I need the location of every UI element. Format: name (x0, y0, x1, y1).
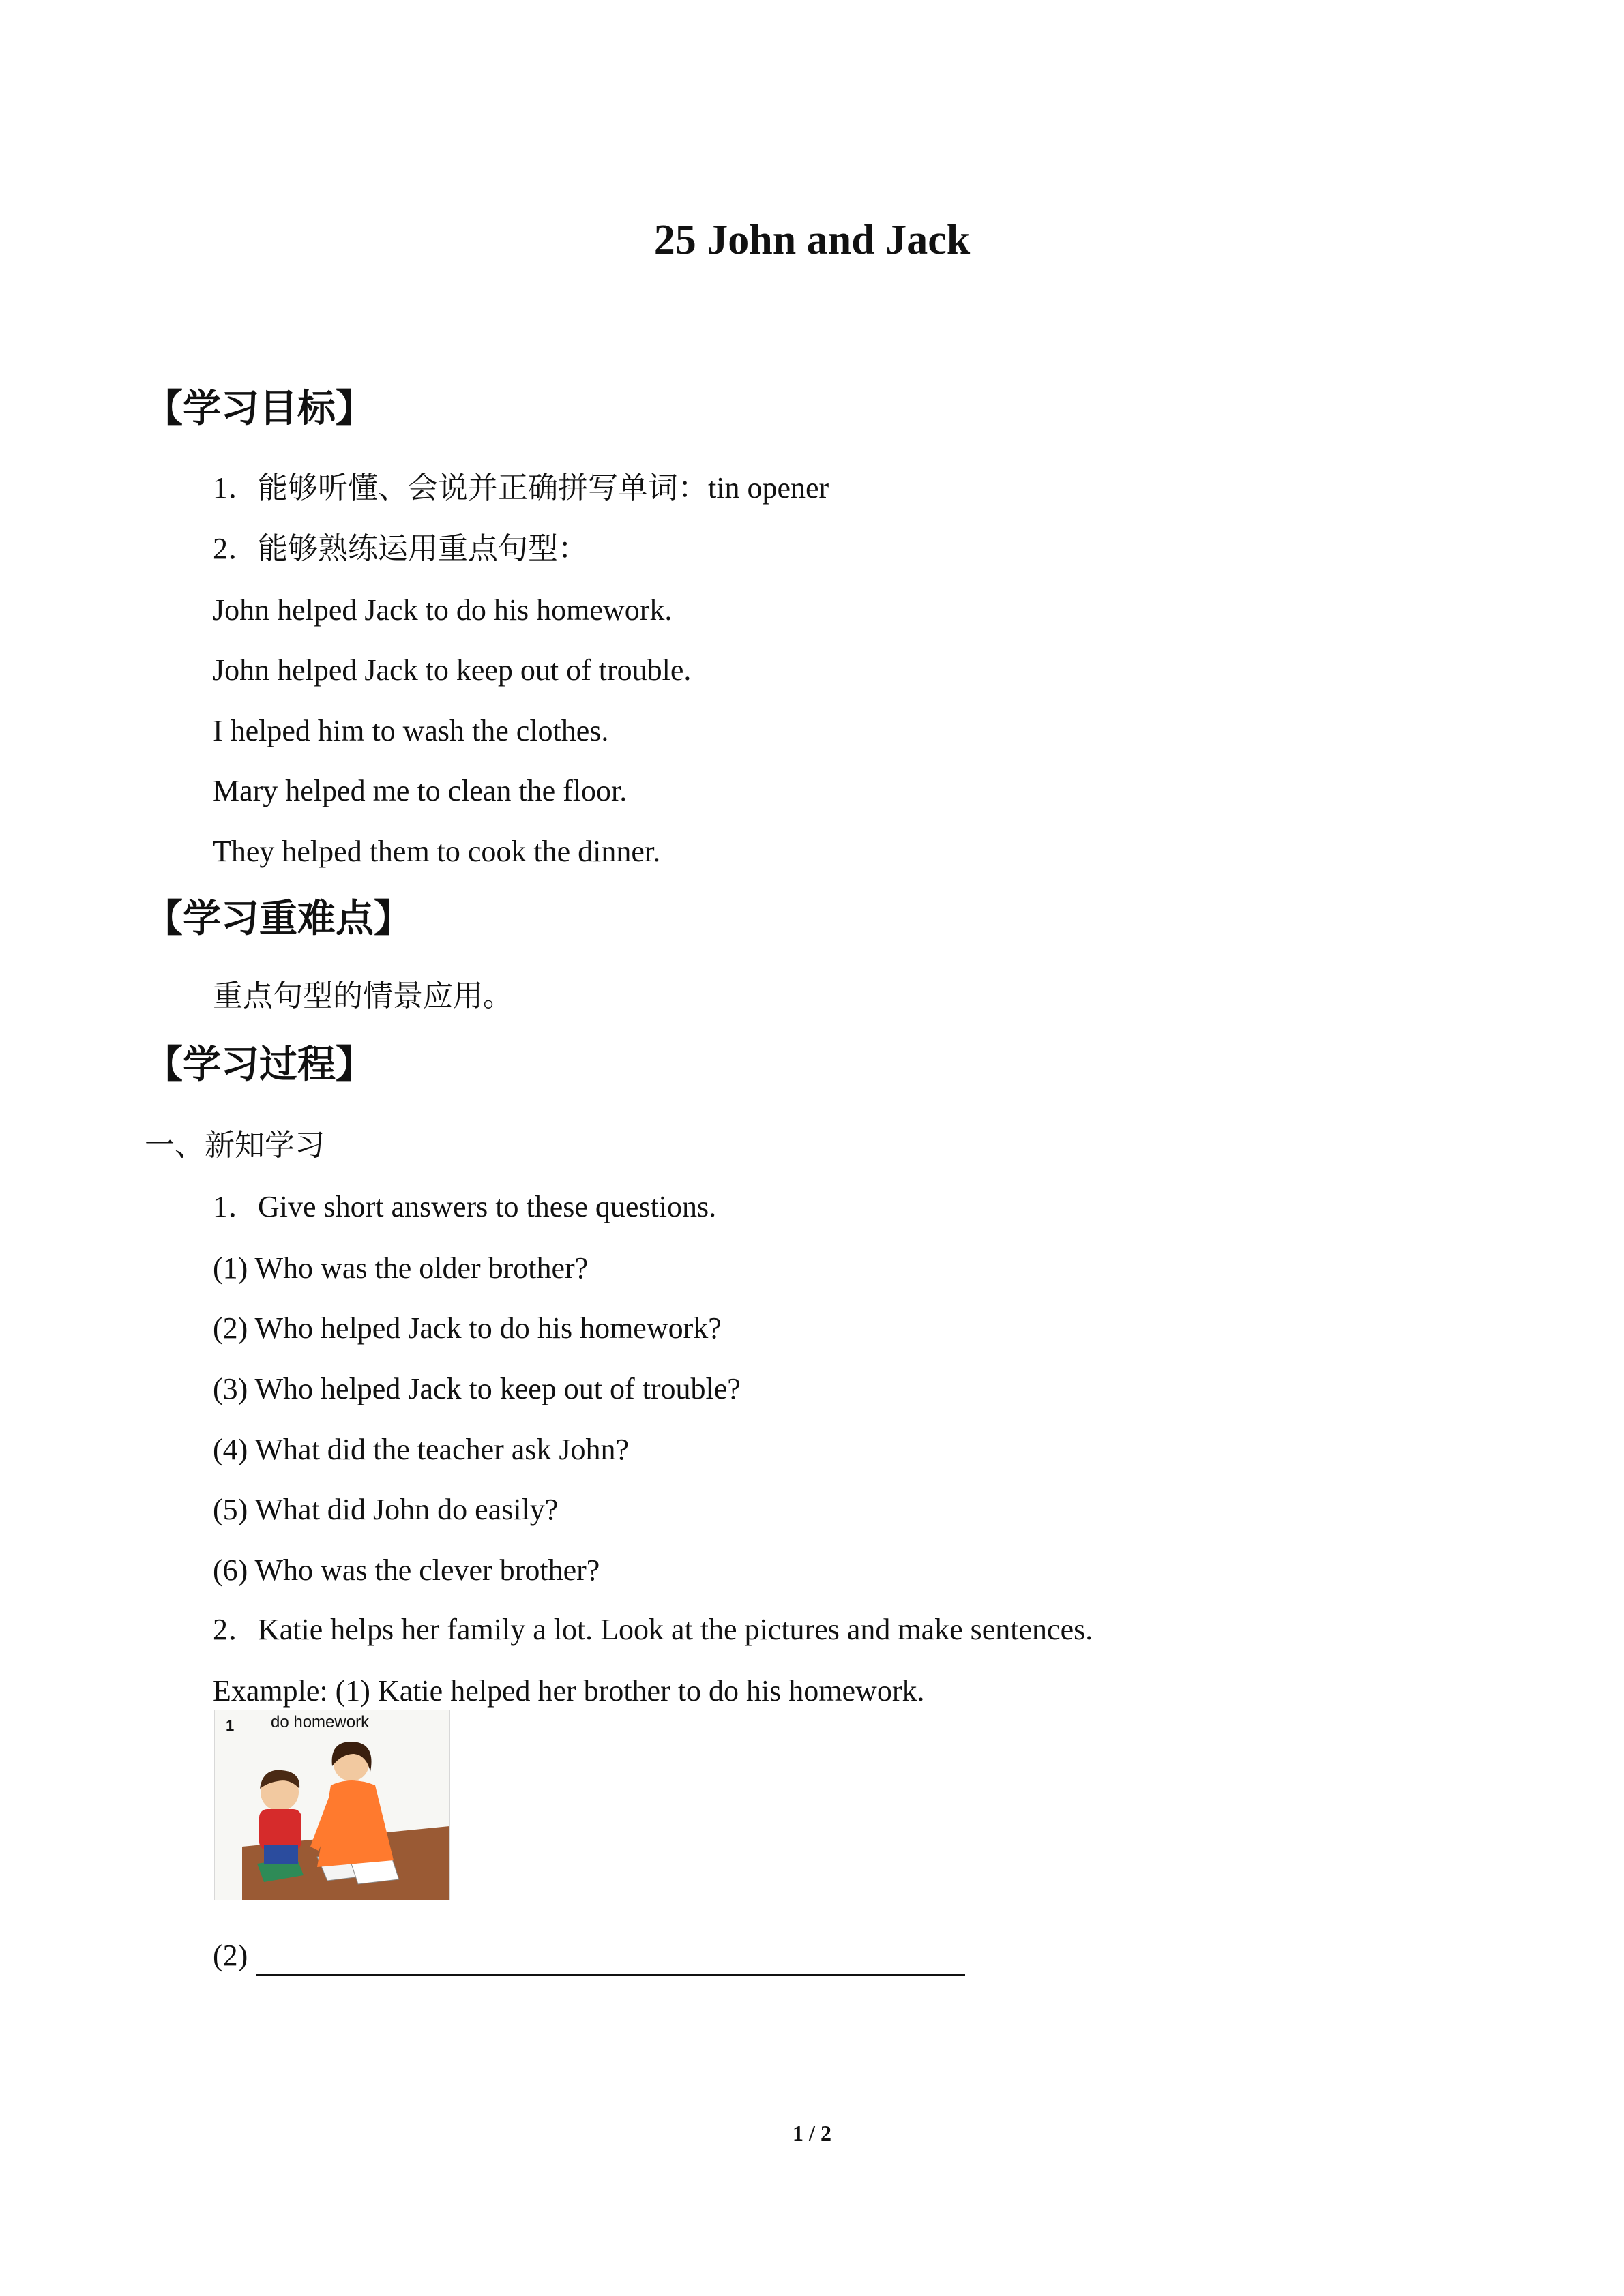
objective-item: 2．能够熟练运用重点句型： (213, 532, 588, 565)
task-1-title: 1．Give short answers to these questions. (213, 1190, 717, 1223)
page-title: 25 John and Jack (653, 217, 971, 263)
task-2-title: 2．Katie helps her family a lot. Look at the pictures and make sentences. (213, 1613, 1093, 1646)
sentence-pattern: John helped Jack to keep out of trouble. (213, 653, 692, 687)
question-item: (2) Who helped Jack to do his homework? (213, 1311, 722, 1345)
process-heading: 【学习过程】 (145, 1043, 374, 1087)
illustration-drawing (215, 1710, 449, 1900)
picture-number: 1 (226, 1717, 235, 1734)
sentence-pattern: I helped him to wash the clothes. (213, 714, 609, 747)
question-item: (1) Who was the older brother? (213, 1251, 589, 1285)
answer-blank[interactable] (256, 1943, 965, 1976)
objectives-heading: 【学习目标】 (145, 387, 374, 431)
key-points-text: 重点句型的情景应用。 (213, 979, 513, 1013)
question-item: (3) Who helped Jack to keep out of trouble? (213, 1372, 741, 1405)
answer-row (213, 1935, 965, 1976)
example-sentence: Example: (1) Katie helped her brother to do his homework. (213, 1674, 925, 1708)
picture-caption: do homework (271, 1713, 370, 1731)
objective-item: 1．能够听懂、会说并正确拼写单词：tin opener (213, 471, 829, 505)
answer-label: (2) (213, 1939, 248, 1972)
key-points-heading: 【学习重难点】 (145, 897, 412, 941)
question-item: (6) Who was the clever brother? (213, 1553, 600, 1587)
sentence-pattern: John helped Jack to do his homework. (213, 593, 673, 627)
sentence-pattern: Mary helped me to clean the floor. (213, 774, 628, 807)
homework-illustration (214, 1710, 450, 1900)
page-number: 1 / 2 (793, 2121, 831, 2145)
section-title: 一、新知学习 (145, 1129, 325, 1162)
sentence-pattern: They helped them to cook the dinner. (213, 835, 661, 868)
question-item: (4) What did the teacher ask John? (213, 1433, 630, 1466)
question-item: (5) What did John do easily? (213, 1493, 559, 1526)
